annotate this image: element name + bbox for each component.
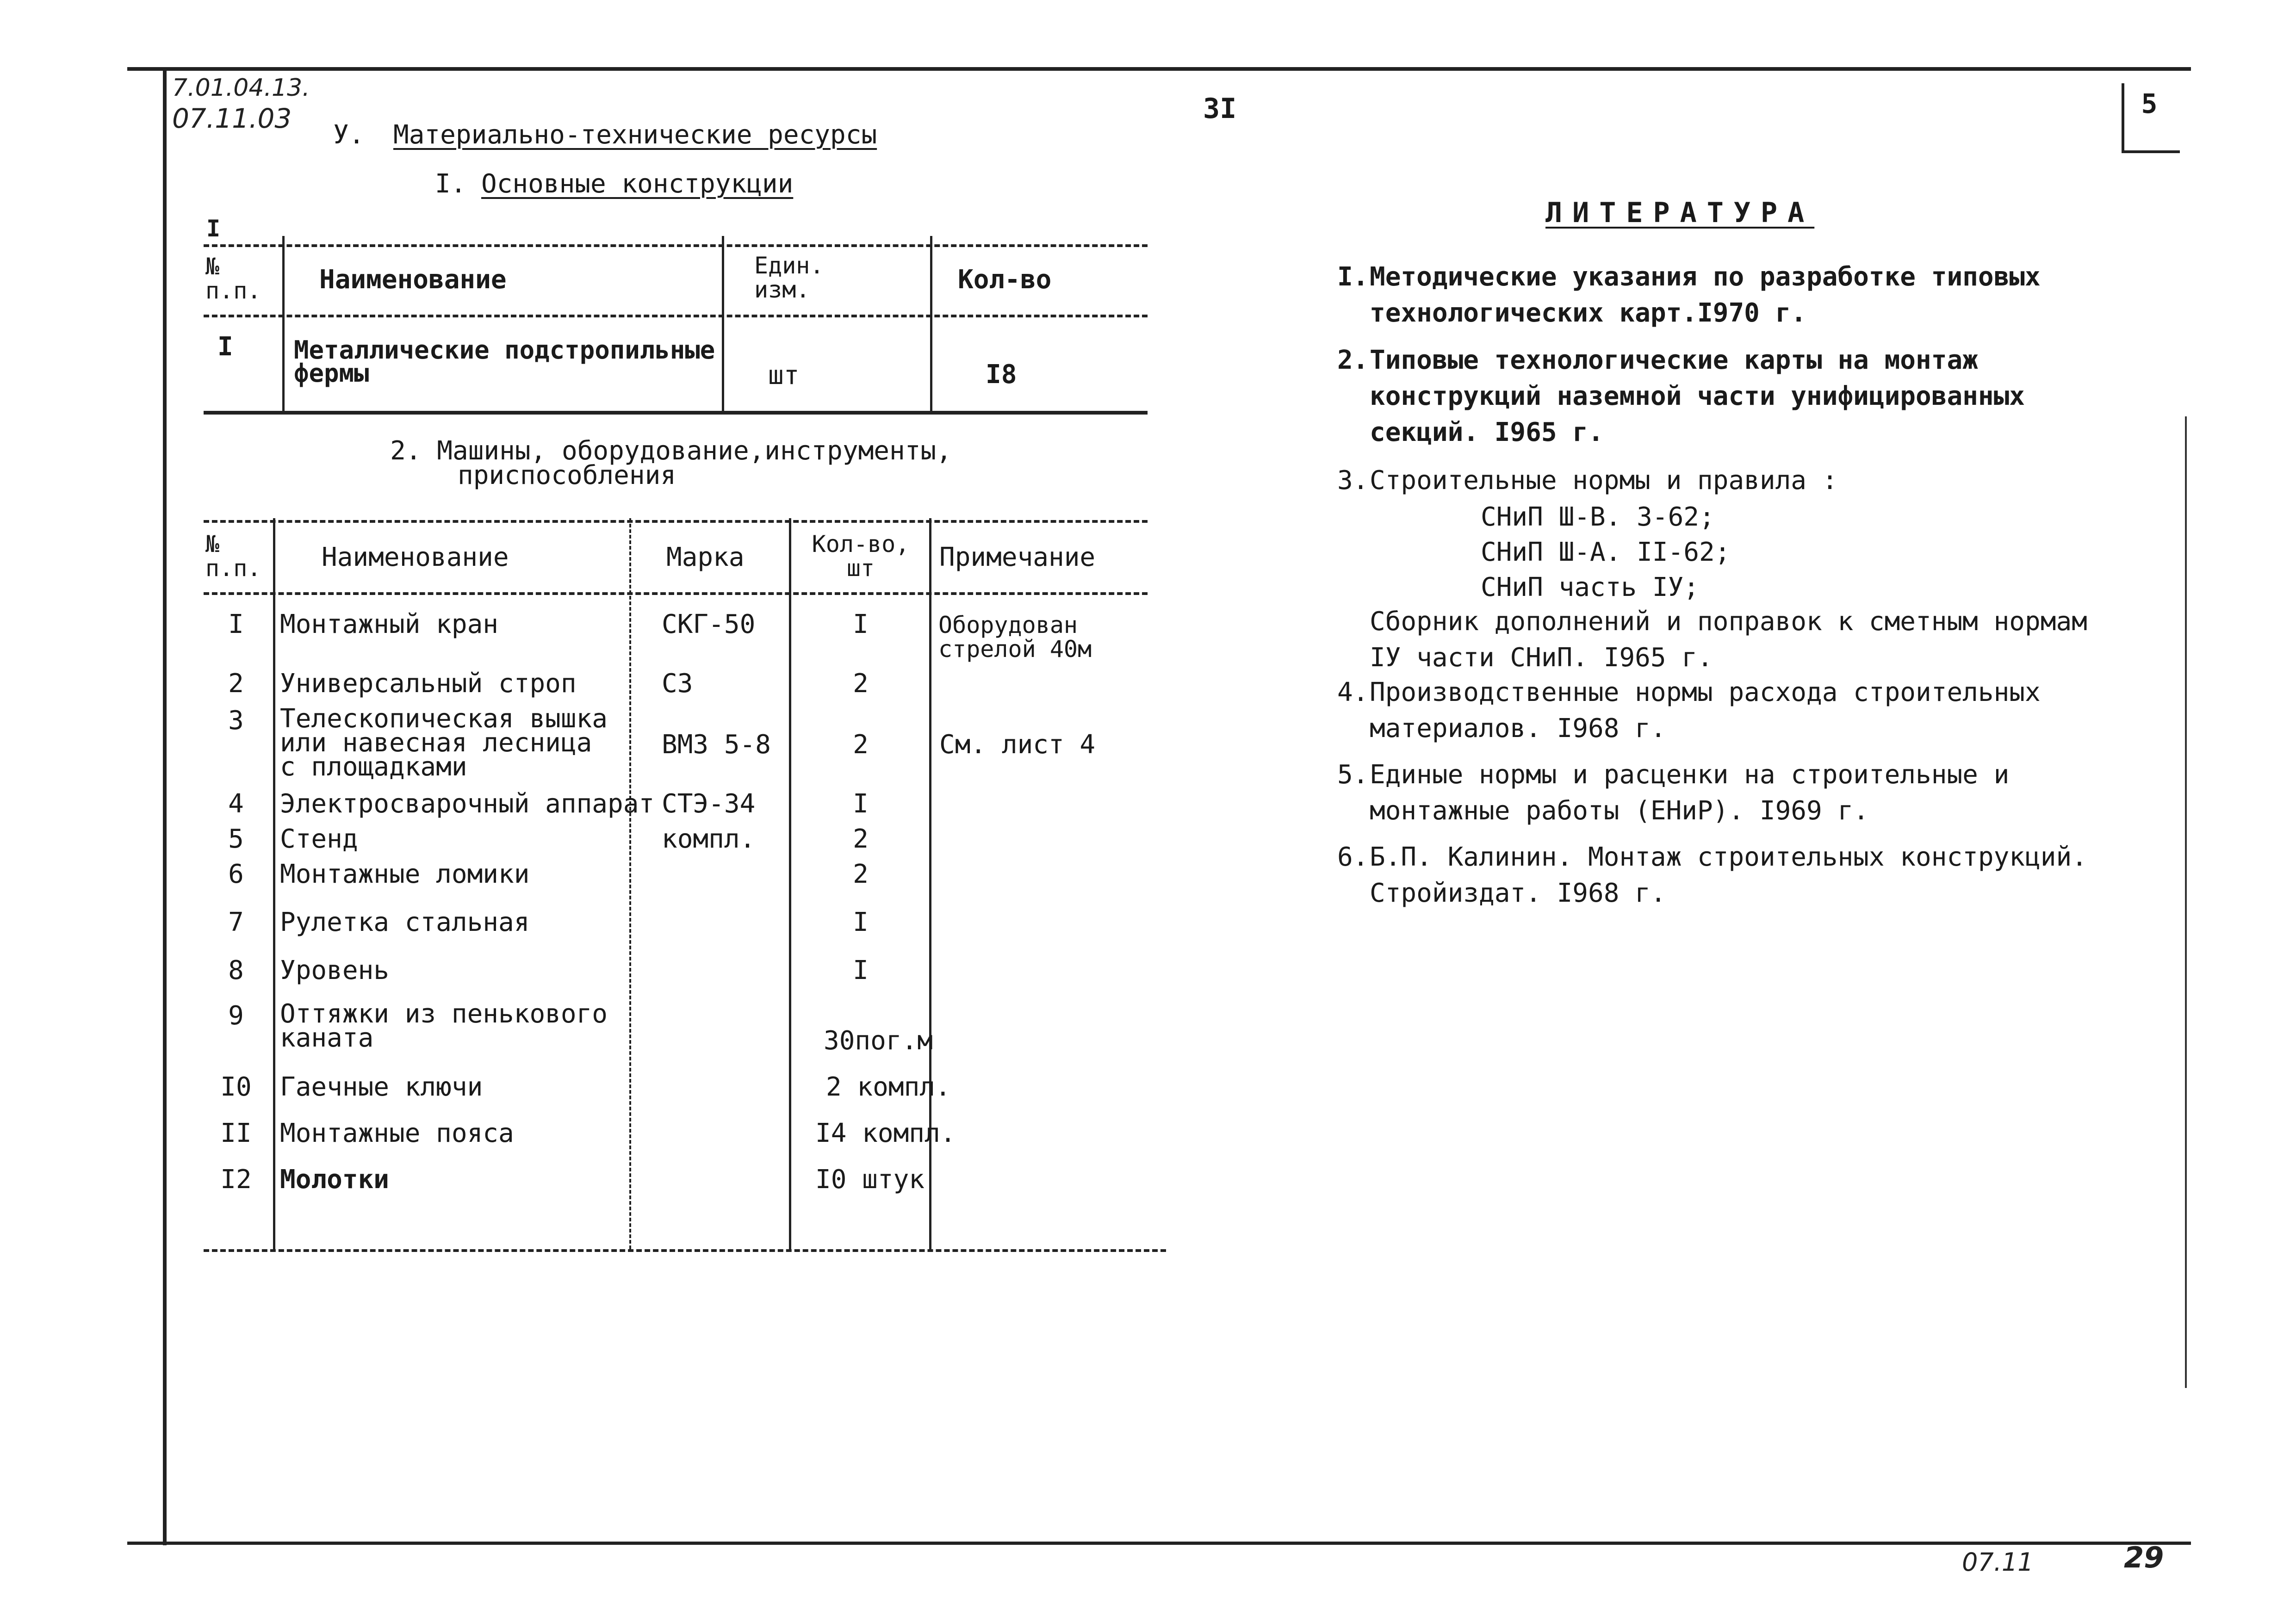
literature-item <box>1337 839 2119 911</box>
table2-row-num: II <box>220 1118 252 1148</box>
table2-row-qty: I <box>853 609 869 639</box>
table2-row-name: Молотки <box>280 1165 390 1195</box>
table2-row-name: Монтажные ломики <box>280 859 530 889</box>
table1-row-qty: I8 <box>986 359 1017 390</box>
literature-item-text: Строительные нормы и правила : <box>1370 465 1838 496</box>
table2-header-note: Примечание <box>939 542 1096 572</box>
literature-item-text: Производственные нормы расхода строительных материалов. I968 г. <box>1370 677 2041 743</box>
right-margin-mark <box>2185 416 2187 1388</box>
table2-row-name: Монтажный кран <box>280 609 499 639</box>
table2-row-qty: 2 компл. <box>826 1072 951 1102</box>
table2-row-num: 3 <box>228 706 244 736</box>
table2-row-num: I0 <box>220 1072 252 1102</box>
snip-reference: СНиП часть IУ; <box>1481 572 1700 602</box>
table1-row-num: I <box>217 332 233 362</box>
table2-row-qty: I4 компл. <box>815 1118 956 1148</box>
table2-row-name: Рулетка стальная <box>280 907 530 937</box>
literature-item-text: Б.П. Калинин. Монтаж строительных конструкций. Стройиздат. I968 г. <box>1370 842 2087 908</box>
table2-row-qty: 2 <box>853 669 869 699</box>
document-code-top: 7.01.04.13. <box>172 74 310 102</box>
table2-row-brand: СКГ-50 <box>662 609 756 639</box>
frame-bottom-line <box>127 1542 2191 1545</box>
document-code-bottom: 07.11.03 <box>172 103 292 134</box>
table2-row-brand: ВМ3 5-8 <box>662 730 771 760</box>
table1-header-num: № п.п. <box>205 253 261 304</box>
snip-collection: Сборник дополнений и поправок к сметным нормам IУ части СНиП. I965 г. <box>1370 607 2087 673</box>
table2-bottom-rule <box>204 1249 1166 1252</box>
section-number: У. <box>333 120 365 150</box>
table2-row-note: См. лист 4 <box>939 730 1096 760</box>
literature-item <box>1337 463 2119 499</box>
frame-left-line <box>163 67 167 1545</box>
snip-reference: СНиП Ш-В. 3-62; <box>1481 502 1715 532</box>
table1-header-unit: Един. изм. <box>754 252 824 303</box>
table1-header-rule <box>204 315 1148 317</box>
table2-row-brand: компл. <box>662 824 756 854</box>
frame-top-line <box>127 67 2191 71</box>
page-number: 3I <box>1203 93 1237 125</box>
table2-row-num: 7 <box>228 907 244 937</box>
table2-row-name: Стенд <box>280 824 358 854</box>
subsection1-number: I. <box>435 169 466 199</box>
literature-item-number: I. <box>1337 262 1369 292</box>
literature-item-number: 2. <box>1337 345 1369 375</box>
table2-row-name: Монтажные пояса <box>280 1118 514 1148</box>
table2-row-num: 8 <box>228 955 244 985</box>
literature-item <box>1337 259 2119 331</box>
table2-row-qty: I <box>853 789 869 819</box>
literature-item-text: Типовые технологические карты на монтаж конструкций наземной части унифицированных секций. I965 г. <box>1370 345 2025 447</box>
table1-header-qty: Кол-во <box>958 265 1052 295</box>
table2-row-name: Универсальный строп <box>280 669 577 699</box>
table2-header-brand: Марка <box>666 542 745 572</box>
table1-header-name: Наименование <box>319 265 507 295</box>
table2-header-rule <box>204 592 1148 595</box>
table2-row-name: Гаечные ключи <box>280 1072 483 1102</box>
table2-row-qty: 2 <box>853 730 869 760</box>
table1-header-mark: I <box>206 215 221 242</box>
literature-item-number: 6. <box>1337 842 1369 872</box>
table2-row-num: 2 <box>228 669 244 699</box>
literature-item-number: 3. <box>1337 465 1369 496</box>
table2-row-num: 6 <box>228 859 244 889</box>
table2-header-num: № п.п. <box>205 531 261 582</box>
table2-col-divider <box>629 518 631 1249</box>
literature-item-number: 5. <box>1337 760 1369 790</box>
table1-row-name: Металлические подстропильные фермы <box>294 335 715 388</box>
table1-col-divider <box>282 236 285 412</box>
table2-row-qty: 30пог.м <box>824 1026 933 1056</box>
literature-title: ЛИТЕРАТУРА <box>1545 197 1815 229</box>
table2-top-rule <box>204 520 1148 523</box>
literature-item-number: 4. <box>1337 677 1369 707</box>
table1-bottom-rule <box>204 411 1148 415</box>
sheet-number: 5 <box>2141 88 2158 119</box>
table2-row-qty: 2 <box>853 859 869 889</box>
table2-row-qty: I0 штук <box>815 1165 925 1195</box>
table1-col-divider <box>930 236 932 412</box>
table2-row-name: Оттяжки из пенькового каната <box>280 999 608 1053</box>
footer-code: 07.11 <box>1962 1548 2034 1577</box>
table2-row-qty: I <box>853 907 869 937</box>
table2-row-num: 9 <box>228 1001 244 1031</box>
subsection1-title: Основные конструкции <box>481 169 794 199</box>
subsection2-title-line2: приспособления <box>457 460 676 490</box>
footer-page-number: 29 <box>2124 1541 2164 1574</box>
table1-row-unit: шт <box>768 360 800 390</box>
literature-item <box>1337 675 2119 747</box>
table2-row-name: Электросварочный аппарат <box>280 789 655 819</box>
table2-row-note: Оборудован стрелой 40м <box>938 612 1092 663</box>
table2-row-num: 5 <box>228 824 244 854</box>
table2-row-num: I2 <box>220 1165 252 1195</box>
table2-row-brand: СТЭ-34 <box>662 789 756 819</box>
table2-row-name: Уровень <box>280 955 390 985</box>
table2-row-name: Телескопическая вышка или навесная лесница с площадками <box>280 704 608 782</box>
table1-col-divider <box>722 236 724 412</box>
table2-row-num: I <box>228 609 244 639</box>
table2-row-qty: 2 <box>853 824 869 854</box>
subsection2-title-line1: 2. Машины, оборудование,инструменты, <box>390 436 952 466</box>
table2-row-qty: I <box>853 955 869 985</box>
table1-top-rule <box>204 244 1148 247</box>
table2-header-name: Наименование <box>322 542 509 572</box>
snip-reference: СНиП Ш-А. II-62; <box>1481 537 1731 567</box>
table2-row-brand: С3 <box>662 669 693 699</box>
table2-col-divider <box>273 518 275 1249</box>
section-title: Материально-технические ресурсы <box>393 120 877 150</box>
literature-item <box>1337 342 2119 451</box>
table2-header-qty: Кол-во, шт <box>812 531 910 582</box>
literature-item-text: Методические указания по разработке типовых технологических карт.I970 г. <box>1370 262 2041 328</box>
table2-row-num: 4 <box>228 789 244 819</box>
literature-item-text: Единые нормы и расценки на строительные и монтажные работы (ЕНиР). I969 г. <box>1370 760 2010 826</box>
literature-item <box>1337 757 2119 829</box>
